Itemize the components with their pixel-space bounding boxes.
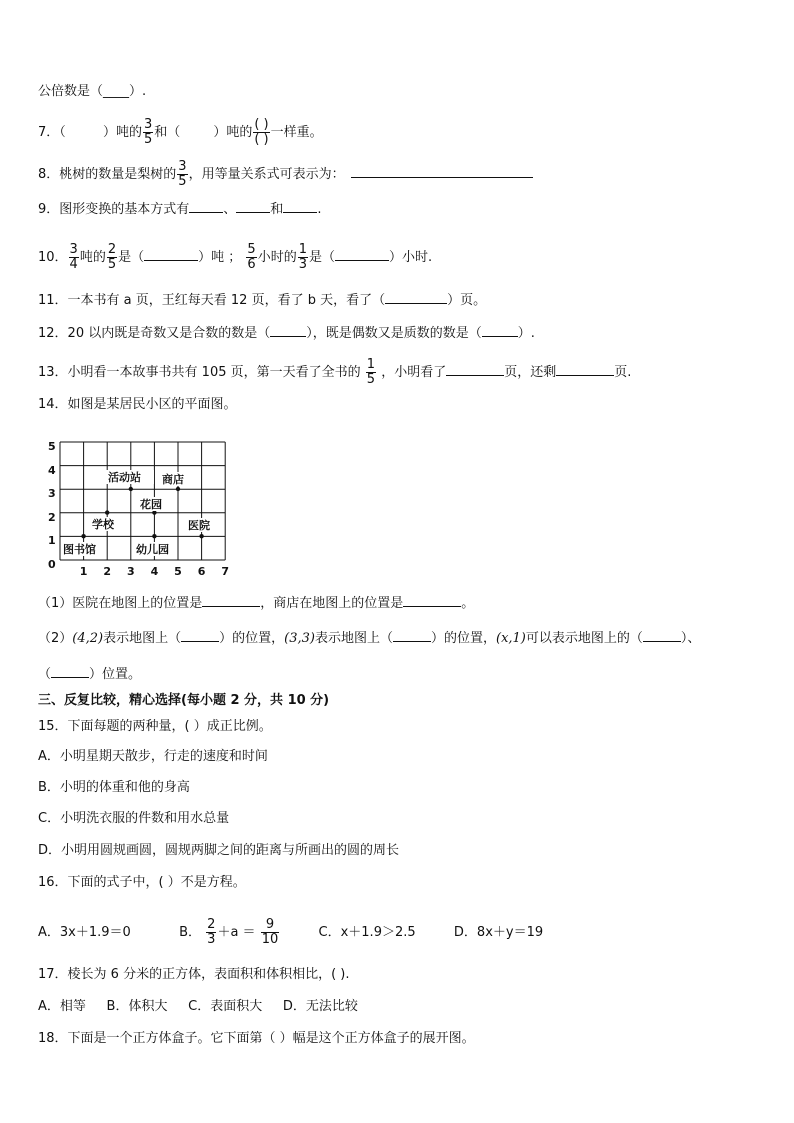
q10-fraction-3: $\frac{5}{6}$ [247,242,256,272]
x-tick-6: 6 [197,565,206,576]
q9: 9．图形变换的基本方式有 、 和 . [38,199,321,219]
y-tick-5: 5 [48,440,56,453]
q14-1-blank-1[interactable] [202,593,260,607]
point-kindergarten [152,534,156,538]
point-garden [152,510,156,514]
q17-stem: 17．棱长为 6 分米的正方体，表面积和体积相比，( ). [38,967,350,982]
q6-tail: 公倍数是（____）. [38,84,147,99]
q15-option-a[interactable]: A．小明星期天散步，行走的速度和时间 [38,749,268,764]
q15-stem: 15．下面每题的两种量，( ）成正比例。 [38,719,272,734]
q16-b-fraction-2: $\frac{9}{10}$ [261,917,279,947]
label-garden: 花园 [140,498,162,511]
q10-fraction-2: $\frac{2}{5}$ [107,242,117,272]
q14-part1: （1）医院在地图上的位置是 ，商店在地图上的位置是 。 [38,593,474,613]
x-tick-1: 1 [79,565,88,576]
x-tick-7: 7 [221,565,230,576]
q8-answer-blank[interactable] [351,164,533,178]
q14: 14．如图是某居民小区的平面图。 [38,397,237,412]
q8: 8．桃树的数量是梨树的 $\frac{3}{5}$ ，用等量关系式可表示为： [38,160,533,189]
q7-paren-fraction[interactable]: $\frac{( )}{( )}$ [254,117,269,147]
label-shop: 商店 [162,473,184,486]
q7-fraction: $\frac{3}{5}$ [143,117,153,147]
q11-blank[interactable] [385,290,447,304]
label-kindergarten: 幼儿园 [136,543,169,556]
label-library: 图书馆 [63,543,96,556]
label-activity: 活动站 [108,471,141,484]
label-hospital: 医院 [188,519,210,532]
q16-option-b[interactable]: B． $\frac{2}{3}$ ＋a ＝ $\frac{9}{10}$ [179,917,279,947]
q7: 7．（ ）吨的 $\frac{3}{5}$ 和（ ）吨的 $\frac{( )}{( )}$ 一样重。 [38,117,323,147]
y-tick-1: 1 [48,534,56,547]
q16-b-fraction-1: $\frac{2}{3}$ [207,917,216,947]
point-activity [129,487,133,491]
q16-option-d[interactable]: D．8x＋y＝19 [453,925,544,940]
q16-options [38,918,543,947]
q11: 11．一本书有 a 页，王红每天看 12 页，看了 b 天，看了（ ）页。 [38,290,486,310]
q12: 12．20 以内既是奇数又是合数的数是（ ），既是偶数又是质数的数是（ ）. [38,323,535,343]
q15-option-b[interactable]: B．小明的体重和他的身高 [38,780,190,795]
y-tick-0: 0 [48,558,56,571]
q9-blank-3[interactable] [283,199,317,213]
q10: 10． $\frac{3}{4}$ 吨的 $\frac{2}{5}$ 是（ ）吨 ； $\frac{5}{6}$ 小时的 $\frac{1}{3}$ 是（ ）小时. [38,242,433,272]
q12-blank-1[interactable] [270,323,306,337]
q18-stem: 18．下面是一个正方体盒子。它下面第（ ）幅是这个正方体盒子的展开图。 [38,1031,475,1046]
q10-fraction-1: $\frac{3}{4}$ [69,242,78,272]
q12-blank-2[interactable] [482,323,518,337]
q14-2-blank-2[interactable] [393,628,431,642]
label-school: 学校 [92,518,114,531]
x-tick-2: 2 [103,565,112,576]
q16-option-a[interactable]: A．3x＋1.9＝0 [38,925,131,940]
q14-2-blank-1[interactable] [181,628,219,642]
q13-blank-1[interactable] [446,362,504,376]
q13-blank-2[interactable] [556,362,614,376]
q10-fraction-4: $\frac{1}{3}$ [298,242,307,272]
q9-blank-1[interactable] [189,199,223,213]
q10-blank-1[interactable] [144,247,198,261]
x-tick-3: 3 [126,565,135,576]
y-tick-4: 4 [48,464,56,477]
q14-1-blank-2[interactable] [403,593,461,607]
x-tick-4: 4 [150,565,159,576]
point-library [81,534,85,538]
y-tick-3: 3 [48,487,56,500]
map-y-ticks [48,440,56,571]
point-hospital [199,534,203,538]
q9-blank-2[interactable] [236,199,270,213]
q14-part2-cont: （ ）位置。 [38,664,141,684]
section-3-heading: 三、反复比较，精心选择(每小题 2 分，共 10 分) [38,693,330,708]
point-school [105,510,109,514]
q14-2-blank-4[interactable] [51,664,89,678]
q16-option-c[interactable]: C．x＋1.9＞2.5 [318,925,416,940]
q10-blank-2[interactable] [335,247,389,261]
map-x-ticks [80,565,229,576]
q13-fraction: $\frac{1}{5}$ [366,357,376,387]
x-tick-5: 5 [174,565,182,576]
q16-stem: 16．下面的式子中，( ）不是方程。 [38,875,246,890]
q15-option-d[interactable]: D．小明用圆规画圆，圆规两脚之间的距离与所画出的圆的周长 [38,843,400,858]
point-shop [176,487,180,491]
community-map [44,434,244,576]
q8-fraction: $\frac{3}{5}$ [178,159,187,189]
q15-option-c[interactable]: C．小明洗衣服的件数和用水总量 [38,811,230,826]
q13: 13．小明看一本故事书共有 105 页，第一天看了全书的 $\frac{1}{5}$ ，小明看了 页，还剩 页. [38,357,632,387]
q14-2-blank-3[interactable] [643,628,681,642]
q14-part2: （2）(4,2)表示地图上（ ）的位置，(3,3)表示地图上（ ）的位置，(x,1)可以表示地图上的（ ）、 [38,628,700,648]
q17-options[interactable]: A．相等 B．体积大 C．表面积大 D．无法比较 [38,999,358,1014]
y-tick-2: 2 [48,511,56,524]
